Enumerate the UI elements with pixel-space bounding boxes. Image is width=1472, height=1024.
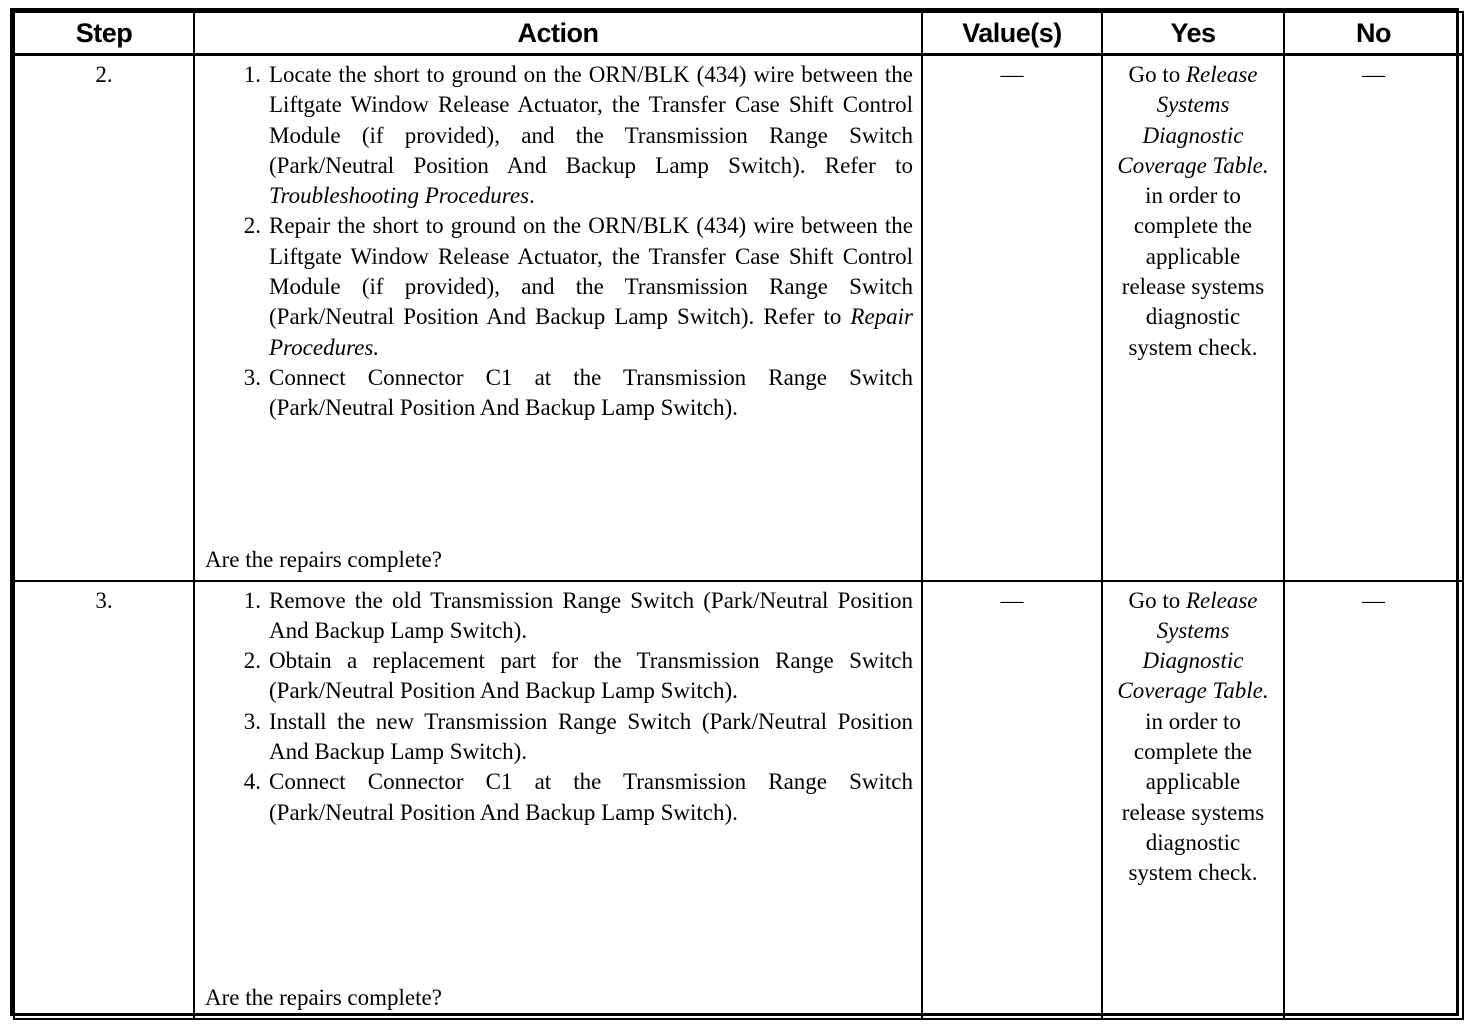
action-question: Are the repairs complete? [205,985,442,1011]
action-item [205,707,913,768]
action-item-text [269,60,913,211]
action-question: Are the repairs complete? [205,547,442,573]
yes-cell [1102,581,1284,1019]
action-item-text [269,211,913,362]
step-number: 3. [14,581,194,1019]
action-item [205,363,913,424]
yes-cell [1102,55,1284,581]
action-item-body: Install the new Transmission Range Switch (Park/Neutral Position And Backup Lamp Switch). [269,708,913,764]
yes-reference: Release Systems Diagnostic Coverage Table. [1117,62,1269,178]
action-item-text [269,646,913,707]
values-cell: — [922,581,1102,1019]
yes-lead: Go to [1128,62,1181,87]
action-item-number: 2. [243,213,261,239]
action-item-text [269,767,913,828]
action-item-number: 2. [243,648,261,674]
step-number: 2. [14,55,194,581]
action-item [205,767,913,828]
action-item-text [269,363,913,424]
action-item-text [269,586,913,647]
action-cell [194,55,922,581]
header-step: Step [14,12,194,55]
table-row-step-3 [14,581,1463,1019]
action-list [205,586,913,828]
header-yes: Yes [1102,12,1284,55]
action-item-body: Remove the old Transmission Range Switch (Park/Neutral Position And Backup Lamp Switch). [269,587,913,643]
action-item-suffix: . [529,183,535,209]
table-row-step-2 [14,55,1463,581]
action-item-body: Repair the short to ground on the ORN/BLK (434) wire between the Liftgate Window Release Actuator, the Transfer Case Shift Control Module (if provided), and the Transmission Range Switch (Park/Neutral Position And Backup Lamp Switch). Refer to [269,213,913,330]
action-list [205,60,913,424]
yes-tail: in order to complete the applicable release systems diagnostic system check. [1121,708,1265,886]
action-item [205,646,913,707]
diagnostic-table-page [10,8,1459,1016]
values-cell: — [922,55,1102,581]
header-row [14,12,1463,55]
action-item [205,586,913,647]
action-item-body: Connect Connector C1 at the Transmission Range Switch (Park/Neutral Position And Backup Lamp Switch). [269,364,913,421]
action-item-number: 1. [243,587,261,613]
action-item-reference: Repair Procedures. [269,304,913,360]
yes-tail: in order to complete the applicable release systems diagnostic system check. [1121,183,1265,360]
action-item-body: Connect Connector C1 at the Transmission Range Switch (Park/Neutral Position And Backup Lamp Switch). [269,769,913,825]
no-cell: — [1284,581,1463,1019]
action-cell [194,581,922,1019]
action-item-body: Obtain a replacement part for the Transmission Range Switch (Park/Neutral Position And Backup Lamp Switch). [269,648,913,704]
action-item-number: 3. [243,708,261,734]
diagnostic-table [13,11,1464,1020]
yes-reference: Release Systems Diagnostic Coverage Table. [1117,587,1269,704]
action-item-number: 4. [243,769,261,795]
action-item-body: Locate the short to ground on the ORN/BLK (434) wire between the Liftgate Window Release Actuator, the Transfer Case Shift Control Module (if provided), and the Transmission Range Switch (Park/Neutral Position And Backup Lamp Switch). Refer to [269,62,913,178]
no-cell: — [1284,55,1463,581]
action-item-text [269,707,913,768]
action-item [205,211,913,362]
header-values: Value(s) [922,12,1102,55]
action-item [205,60,913,211]
action-item-number: 3. [243,364,261,390]
action-item-number: 1. [243,62,261,87]
header-action: Action [194,12,922,55]
action-item-reference: Troubleshooting Procedures [269,183,530,209]
yes-lead: Go to [1128,587,1181,613]
header-no: No [1284,12,1463,55]
